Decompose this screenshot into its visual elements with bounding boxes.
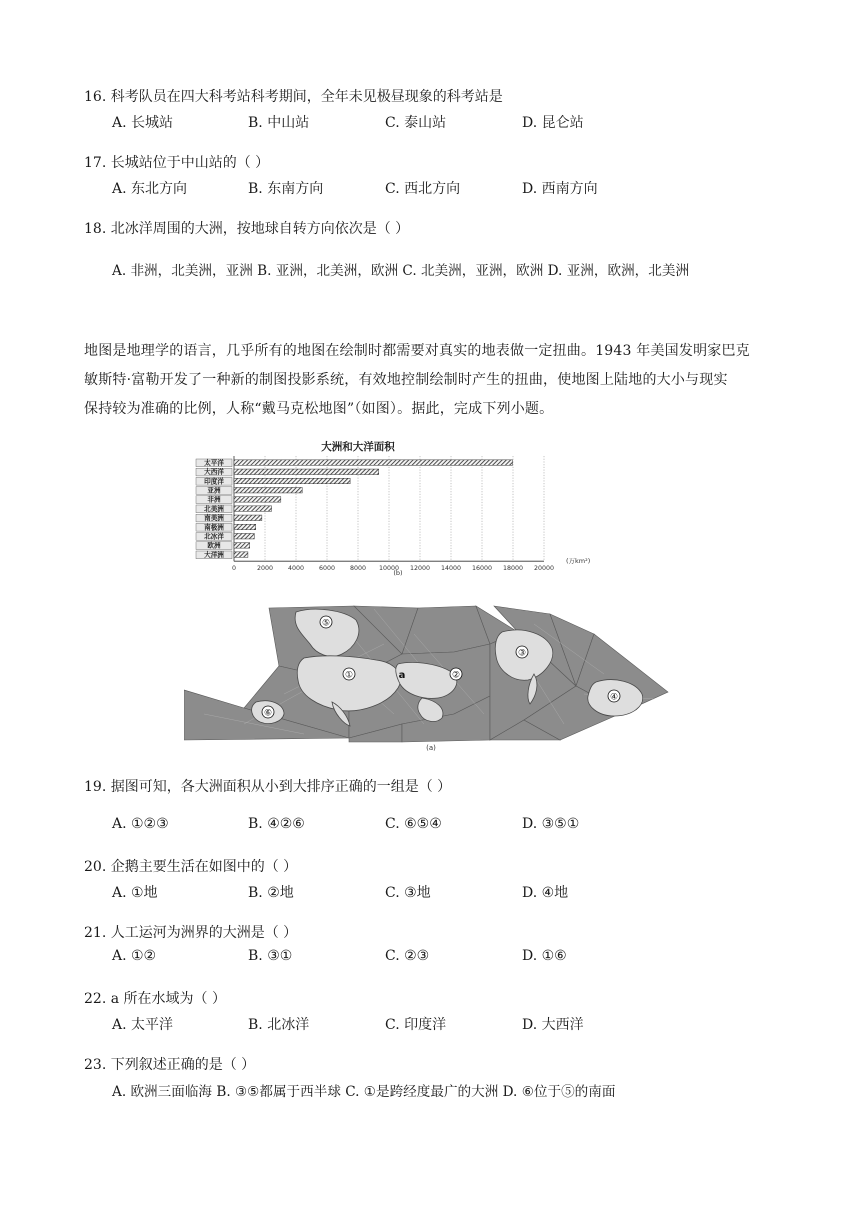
map-label-6 bbox=[262, 706, 274, 719]
chart-caption: (b) bbox=[393, 569, 403, 577]
chart-category-label: 印度洋 bbox=[204, 477, 224, 486]
chart-category-label: 北冰洋 bbox=[204, 532, 224, 541]
chart-bar bbox=[234, 543, 250, 549]
svg-text:④: ④ bbox=[609, 692, 619, 703]
chart-bar bbox=[234, 487, 302, 493]
map-label-a bbox=[399, 670, 406, 681]
q16-option-b: B. 中山站 bbox=[248, 115, 310, 131]
q17-option-d: D. 西南方向 bbox=[522, 181, 598, 197]
chart-category-label: 大洋洲 bbox=[204, 550, 224, 559]
q19-option-d: D. ③⑤① bbox=[522, 816, 580, 832]
map-label-4 bbox=[608, 690, 620, 703]
chart-category-label: 大西洋 bbox=[204, 468, 224, 477]
chart-bar bbox=[234, 515, 262, 521]
chart-bar bbox=[234, 533, 254, 539]
q21-option-d: D. ①⑥ bbox=[522, 948, 567, 964]
question-23-stem: 23. 下列叙述正确的是（ ） bbox=[84, 1057, 256, 1073]
svg-text:a: a bbox=[398, 670, 406, 681]
chart-x-tick-label: 10000 bbox=[378, 565, 400, 573]
q19-option-a: A. ①②③ bbox=[112, 816, 169, 832]
svg-text:①: ① bbox=[344, 670, 354, 681]
q20-option-d: D. ④地 bbox=[522, 885, 569, 901]
chart-category-label: 南极洲 bbox=[204, 523, 224, 532]
q20-option-c: C. ③地 bbox=[385, 885, 431, 901]
chart-x-tick-label: 12000 bbox=[409, 565, 431, 573]
question-21-stem: 21. 人工运河为洲界的大洲是（ ） bbox=[84, 925, 298, 941]
q22-option-a: A. 太平洋 bbox=[112, 1017, 174, 1033]
q17-option-c: C. 西北方向 bbox=[385, 181, 461, 197]
chart-x-tick-label: 20000 bbox=[533, 565, 555, 573]
question-18-stem: 18. 北冰洋周围的大洲，按地球自转方向依次是（ ） bbox=[84, 221, 410, 237]
q21-option-c: C. ②③ bbox=[385, 948, 430, 964]
chart-unit: (万km²) bbox=[566, 557, 591, 565]
svg-text:⑤: ⑤ bbox=[321, 618, 331, 629]
map-label-1 bbox=[343, 668, 355, 681]
passage-line-1: 地图是地理学的语言，几乎所有的地图在绘制时都需要对真实的地表做一定扭曲。1943 年美国发明家巴克 bbox=[84, 343, 750, 359]
svg-text:③: ③ bbox=[517, 648, 527, 659]
chart-bar bbox=[234, 497, 281, 503]
chart-x-tick-label: 8000 bbox=[349, 565, 367, 573]
q16-option-d: D. 昆仑站 bbox=[522, 115, 584, 131]
q17-option-a: A. 东北方向 bbox=[112, 181, 188, 197]
question-22-stem: 22. a 所在水域为（ ） bbox=[84, 991, 226, 1007]
chart-bar bbox=[234, 506, 272, 512]
map-label-2 bbox=[450, 668, 462, 681]
chart-category-label: 南美洲 bbox=[204, 514, 224, 523]
map-caption: (a) bbox=[426, 744, 436, 752]
q22-option-c: C. 印度洋 bbox=[385, 1017, 447, 1033]
q22-option-b: B. 北冰洋 bbox=[248, 1017, 310, 1033]
chart-category-label: 非洲 bbox=[207, 495, 221, 504]
chart-bar bbox=[234, 460, 513, 466]
question-16-stem: 16. 科考队员在四大科考站科考期间，全年未见极昼现象的科考站是 bbox=[84, 89, 503, 105]
q16-option-c: C. 泰山站 bbox=[385, 115, 447, 131]
passage bbox=[84, 337, 784, 424]
q21-option-a: A. ①② bbox=[112, 948, 157, 964]
q23-options-line: A. 欧洲三面临海 B. ③⑤都属于西半球 C. ①是跨经度最广的大洲 D. ⑥位于⑤的南面 bbox=[112, 1084, 616, 1100]
q19-option-c: C. ⑥⑤④ bbox=[385, 816, 442, 832]
map-label-3 bbox=[516, 646, 528, 659]
svg-text:⑥: ⑥ bbox=[263, 708, 273, 719]
chart-bar bbox=[234, 478, 350, 484]
area-bar-chart bbox=[186, 436, 616, 578]
chart-x-tick-label: 18000 bbox=[502, 565, 524, 573]
chart-bar bbox=[234, 469, 379, 475]
q20-option-a: A. ①地 bbox=[112, 885, 158, 901]
chart-x-tick-label: 0 bbox=[231, 565, 237, 573]
map-label-5 bbox=[320, 616, 332, 629]
question-20-stem: 20. 企鹅主要生活在如图中的（ ） bbox=[84, 859, 298, 875]
passage-line-3: 保持较为准确的比例，人称“戴马克松地图”（如图）。据此，完成下列小题。 bbox=[84, 401, 554, 417]
q16-option-a: A. 长城站 bbox=[112, 115, 174, 131]
chart-category-label: 太平洋 bbox=[204, 458, 224, 467]
chart-category-label: 欧洲 bbox=[207, 541, 221, 550]
svg-text:②: ② bbox=[451, 670, 461, 681]
dymaxion-map bbox=[184, 604, 670, 754]
chart-x-tick-label: 16000 bbox=[471, 565, 493, 573]
question-17-stem: 17. 长城站位于中山站的（ ） bbox=[84, 155, 270, 171]
q18-options-line: A. 非洲，北美洲，亚洲 B. 亚洲，北美洲，欧洲 C. 北美洲，亚洲，欧洲 D. 亚洲，欧洲，北美洲 bbox=[112, 263, 690, 279]
q17-option-b: B. 东南方向 bbox=[248, 181, 324, 197]
chart-category-label: 北美洲 bbox=[204, 504, 224, 513]
q19-option-b: B. ④②⑥ bbox=[248, 816, 305, 832]
q21-option-b: B. ③① bbox=[248, 948, 293, 964]
chart-bar bbox=[234, 552, 248, 558]
q20-option-b: B. ②地 bbox=[248, 885, 294, 901]
chart-x-tick-label: 4000 bbox=[287, 565, 305, 573]
passage-line-2: 敏斯特·富勒开发了一种新的制图投影系统，有效地控制绘制时产生的扭曲，使地图上陆地的大小与现实 bbox=[84, 372, 728, 388]
q22-option-d: D. 大西洋 bbox=[522, 1017, 584, 1033]
chart-x-tick-label: 14000 bbox=[440, 565, 462, 573]
chart-bar bbox=[234, 524, 256, 530]
chart-x-tick-label: 6000 bbox=[318, 565, 336, 573]
chart-title: 大洲和大洋面积 bbox=[321, 441, 395, 453]
chart-x-tick-label: 2000 bbox=[256, 565, 274, 573]
chart-category-label: 亚洲 bbox=[207, 486, 221, 495]
question-19-stem: 19. 据图可知，各大洲面积从小到大排序正确的一组是（ ） bbox=[84, 779, 452, 795]
